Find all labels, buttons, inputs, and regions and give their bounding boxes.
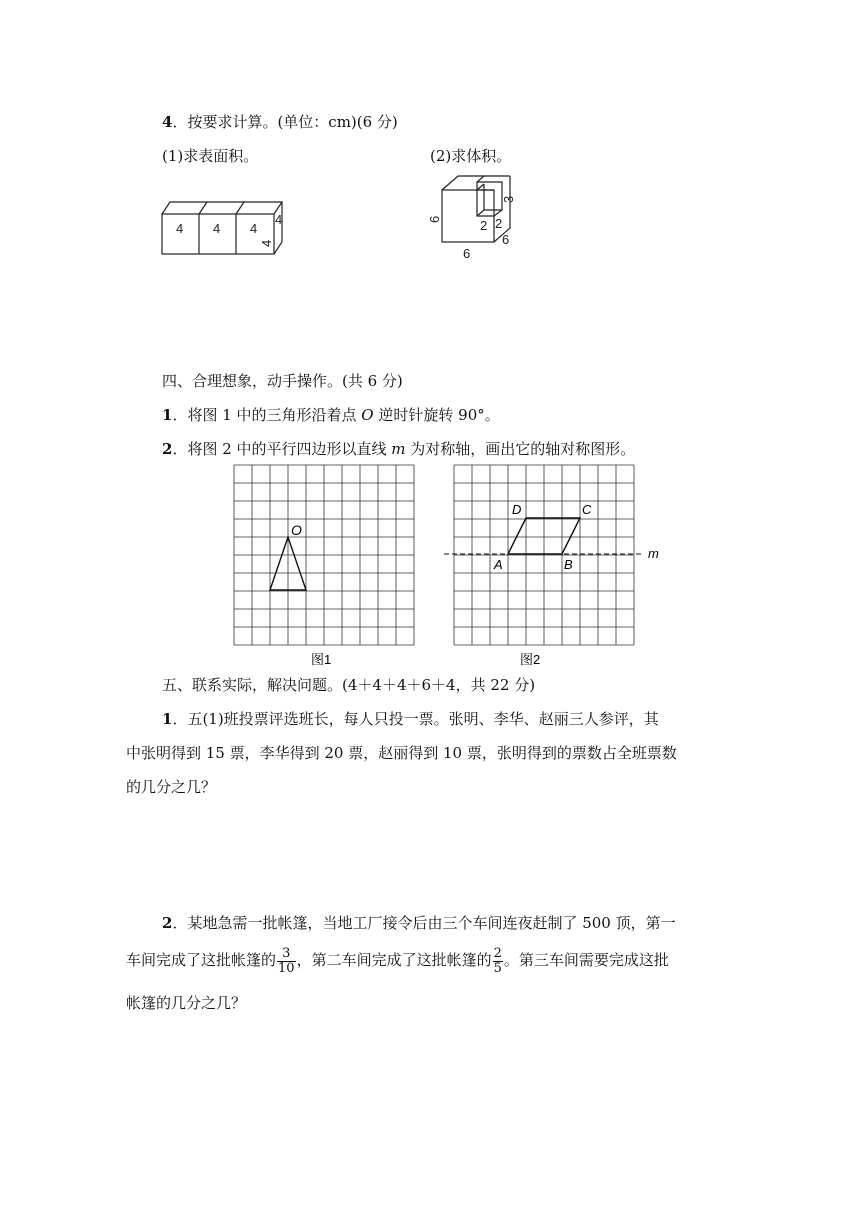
s4-q1-text-a: ．将图 1 中的三角形沿着点	[172, 406, 362, 424]
fraction-2-5	[493, 947, 503, 976]
cube-label-depth: 4	[275, 212, 283, 227]
figure1-grid	[234, 465, 414, 645]
s5-p1-line2: 中张明得到 15 票，李华得到 20 票，赵丽得到 10 票，张明得到的票数占全班票数	[126, 744, 677, 762]
three-cubes-figure	[158, 196, 294, 262]
q4-text: ．按要求计算。(单位：cm)(6 分)	[172, 113, 398, 131]
s5-p2-text1: ．某地急需一批帐篷，当地工厂接令后由三个车间连夜赶制了 500 顶，第一	[172, 914, 676, 932]
solid-label-notch-h: 3	[501, 195, 516, 203]
s5-p1-text1: ．五(1)班投票评选班长，每人只投一票。张明、李华、赵丽三人参评，其	[172, 710, 659, 728]
section4-title: 四、合理想象，动手操作。(共 6 分)	[162, 372, 403, 390]
cube-label-1: 4	[176, 221, 184, 236]
section4-q1	[162, 405, 500, 425]
solid-label-height: 6	[427, 215, 442, 223]
cube-label-2: 4	[213, 221, 221, 236]
s5-p2-text2a: 车间完成了这批帐篷的	[126, 951, 277, 969]
cube-label-height: 4	[259, 239, 274, 247]
s5-p2-text2b: ，第二车间完成了这批帐篷的	[296, 951, 492, 969]
figure2	[438, 464, 678, 670]
notched-solid-figure	[424, 170, 522, 264]
q4-part1: (1)求表面积。	[162, 147, 259, 165]
s4-q1-var: O	[361, 406, 374, 424]
figure2-caption: 图2	[520, 652, 541, 667]
solid-label-width: 6	[463, 246, 471, 261]
s4-q2-text-b: 为对称轴，画出它的轴对称图形。	[405, 440, 636, 458]
s5-p2-line1	[162, 913, 676, 933]
point-o-label: O	[291, 522, 302, 538]
s5-p2-line3: 帐篷的几分之几？	[126, 994, 247, 1012]
s4-q1-text-b: 逆时针旋转 90°。	[373, 406, 500, 424]
q4-title	[162, 112, 398, 132]
frac2-numerator: 2	[493, 945, 502, 961]
s4-q1-number: 1	[162, 406, 173, 424]
label-m: m	[648, 546, 659, 561]
solid-label-notch-w: 2	[480, 218, 488, 233]
figure1-caption: 图1	[311, 652, 332, 667]
label-c: C	[582, 502, 592, 517]
frac1-denominator: 10	[278, 960, 295, 976]
frac2-denominator: 5	[493, 960, 502, 976]
s5-p2-line2	[126, 946, 669, 976]
s4-q2-number: 2	[162, 440, 173, 458]
s5-p1-line3: 的几分之几？	[126, 778, 217, 796]
figure1	[232, 464, 418, 670]
s5-p2-number: 2	[162, 914, 173, 932]
solid-label-depth: 6	[502, 232, 510, 247]
figure2-grid	[454, 465, 634, 645]
q4-number: 4	[162, 113, 173, 131]
q4-part2: (2)求体积。	[430, 147, 512, 165]
label-a: A	[494, 557, 503, 572]
section4-q2	[162, 439, 635, 459]
s4-q2-text-a: ．将图 2 中的平行四边形以直线	[172, 440, 392, 458]
fraction-3-10	[277, 947, 296, 976]
solid-label-notch-d: 2	[495, 216, 503, 231]
s4-q2-var: m	[391, 440, 406, 458]
s5-p1-line1	[162, 709, 659, 729]
label-b: B	[564, 557, 573, 572]
cube-label-3: 4	[250, 221, 258, 236]
s5-p1-number: 1	[162, 710, 173, 728]
s5-p2-text2c: 。第三车间需要完成这批	[503, 951, 669, 969]
frac1-numerator: 3	[277, 947, 296, 962]
section5-title: 五、联系实际，解决问题。(4＋4＋4＋6＋4，共 22 分)	[162, 676, 536, 694]
label-d: D	[512, 502, 522, 517]
